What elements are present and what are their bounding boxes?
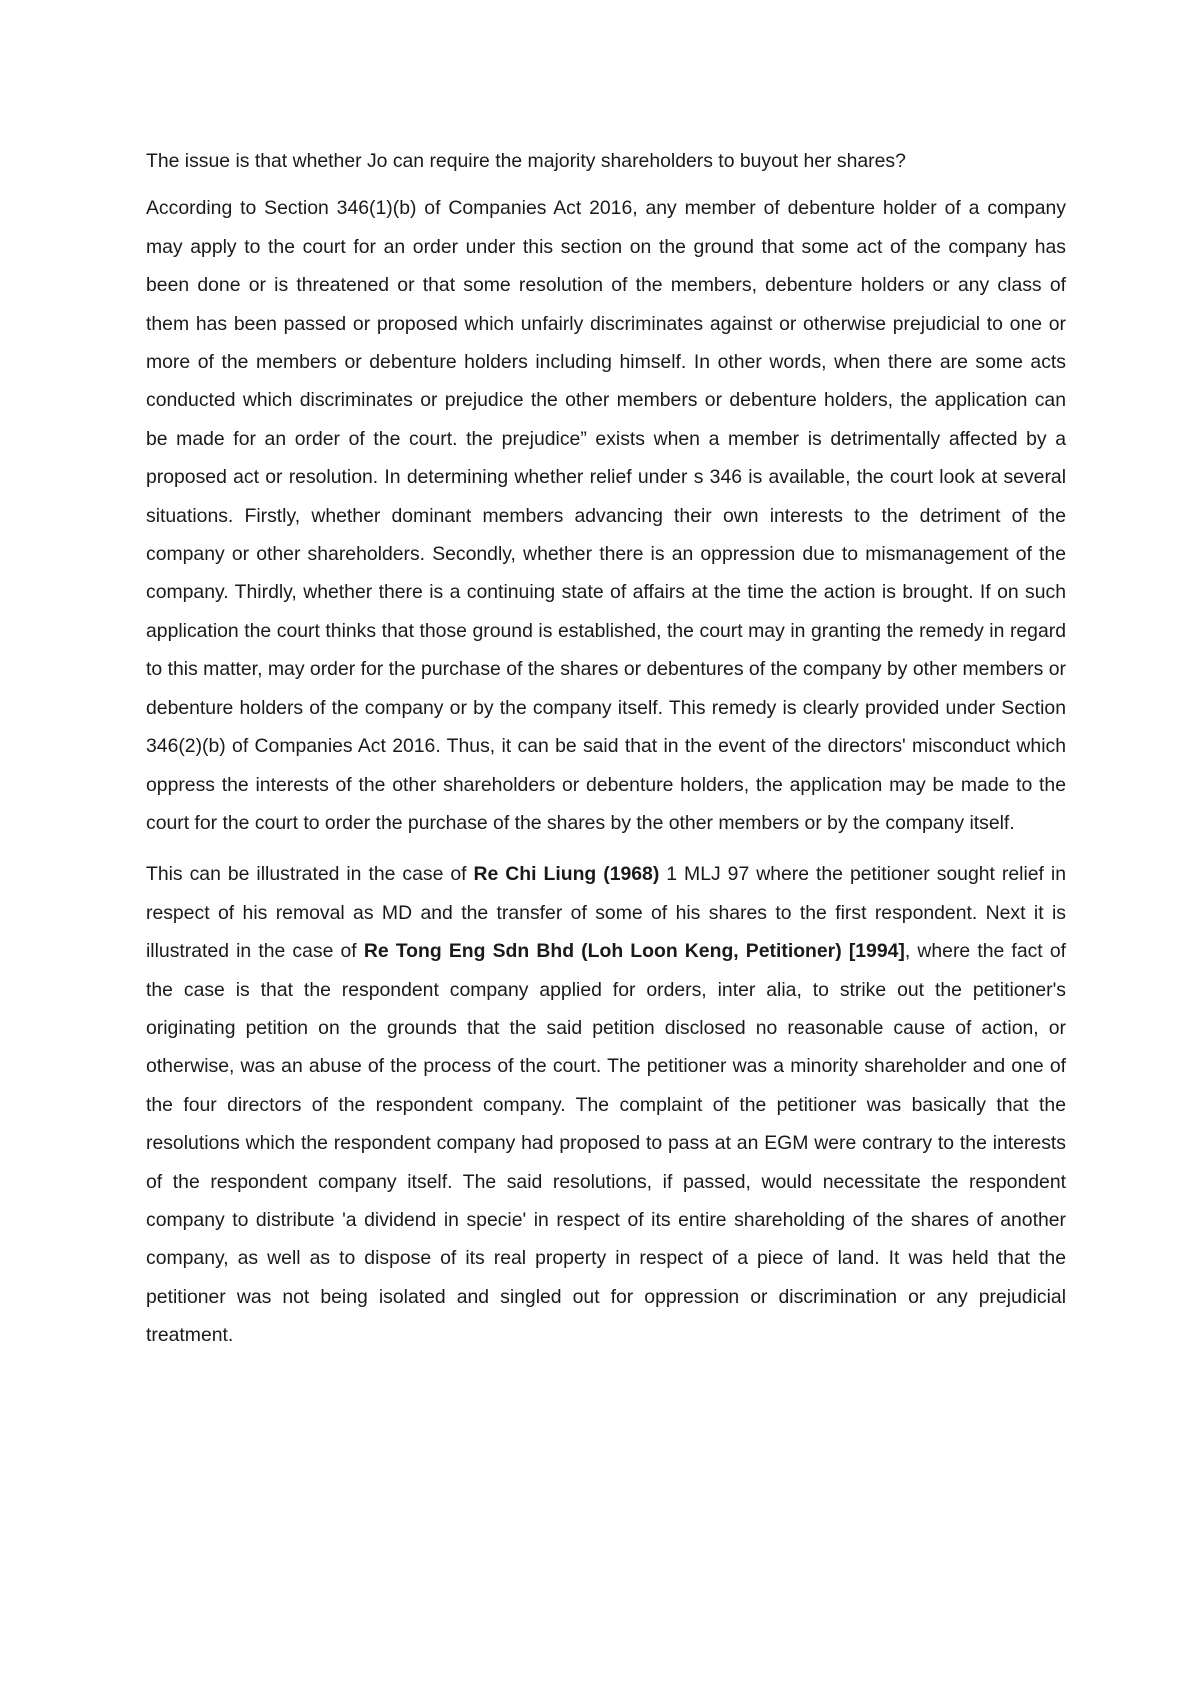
case-name-re-chi-liung: Re Chi Liung (1968) xyxy=(473,863,660,886)
document-body xyxy=(146,142,1066,1368)
paragraph-case-illustrations xyxy=(146,855,1066,1354)
case-text-intro: This can be illustrated in the case of xyxy=(146,863,474,886)
paragraph-section-346: According to Section 346(1)(b) of Companies Act 2016, any member of debenture holder of a company may apply to the court for an order under this section on the ground that some act of the company has been done or is threatened or that some resolution of the members, debenture holders or any class of them has been passed or proposed which unfairly discriminates against or otherwise prejudicial to one or more of the members or debenture holders including himself. In other words, when there are some acts conducted which discriminates or prejudice the other members or debenture holders, the application can be made for an order of the court. the prejudice” exists when a member is detrimentally affected by a proposed act or resolution. In determining whether relief under s 346 is available, the court look at several situations. Firstly, whether dominant members advancing their own interests to the detriment of the company or other shareholders. Secondly, whether there is an oppression due to mismanagement of the company. Thirdly, whether there is a continuing state of affairs at the time the action is brought. If on such application the court thinks that those ground is established, the court may in granting the remedy in regard to this matter, may order for the purchase of the shares or debentures of the company by other members or debenture holders of the company or by the company itself. This remedy is clearly provided under Section 346(2)(b) of Companies Act 2016. Thus, it can be said that in the event of the directors' misconduct which oppress the interests of the other shareholders or debenture holders, the application may be made to the court for the court to order the purchase of the shares by the other members or by the company itself. xyxy=(146,197,1066,834)
case-text-facts: , where the fact of the case is that the respondent company applied for orders, inter alia, to strike out the petitioner's originating petition on the grounds that the said petition disclosed no reasonable cause of action, or otherwise, was an abuse of the process of the court. The petitioner was a minority shareholder and one of the four directors of the respondent company. The complaint of the petitioner was basically that the resolutions which the respondent company had proposed to pass at an EGM were contrary to the interests of the respondent company itself. The said resolutions, if passed, would necessitate the respondent company to distribute 'a dividend in specie' in respect of its entire shareholding of the shares of another company, as well as to dispose of its real property in respect of a piece of land. It was held that the petitioner was not being isolated and singled out for oppression or discrimination or any prejudicial treatment. xyxy=(146,940,1066,1347)
case-name-re-tong-eng: Re Tong Eng Sdn Bhd (Loh Loon Keng, Petitioner) [1994] xyxy=(363,940,905,963)
case-text-middle: 1 MLJ 97 where the petitioner sought relief in respect of his removal as MD and the transfer of some of his shares to the first respondent. Next it is illustrated in the case of xyxy=(146,863,1066,963)
issue-statement: The issue is that whether Jo can require the majority shareholders to buyout her shares? xyxy=(146,150,906,172)
